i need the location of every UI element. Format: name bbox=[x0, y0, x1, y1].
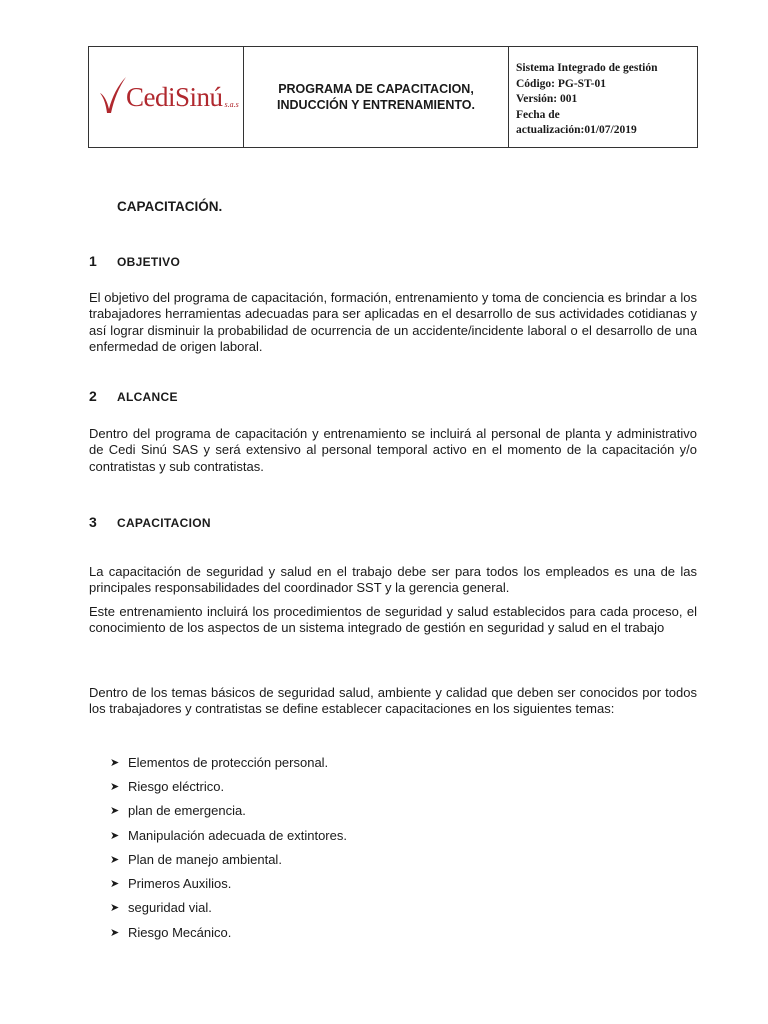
document-metadata bbox=[509, 47, 697, 147]
document-header bbox=[88, 46, 698, 148]
header-title-line-2: INDUCCIÓN Y ENTRENAMIENTO. bbox=[277, 98, 475, 112]
list-item-text: Elementos de protección personal. bbox=[128, 754, 329, 770]
paragraph-objetivo: El objetivo del programa de capacitación, formación, entrenamiento y toma de conciencia es brindar a los trabajadores herramientas adecuadas para ser aplicadas en el desarrollo de sus actividades cotidianas y así lograr disminuir la probabilidad de ocurrencia de un accidente/incidente laboral o el desarrollo de una enfermedad de origen laboral. bbox=[89, 290, 697, 354]
meta-date-value: actualización:01/07/2019 bbox=[516, 124, 637, 136]
header-title-line-1: PROGRAMA DE CAPACITACION, bbox=[278, 82, 474, 96]
check-mark-logo-icon bbox=[98, 75, 128, 115]
section-number: 2 bbox=[89, 388, 97, 404]
meta-date-label: Fecha de bbox=[516, 108, 560, 121]
list-item-text: Manipulación adecuada de extintores. bbox=[128, 827, 347, 843]
arrow-bullet-icon: ➤ bbox=[110, 780, 120, 793]
list-item-text: Primeros Auxilios. bbox=[128, 876, 232, 892]
meta-version: Versión: 001 bbox=[516, 93, 578, 105]
list-item-text: Riesgo Mecánico. bbox=[128, 924, 232, 940]
arrow-bullet-icon: ➤ bbox=[110, 829, 120, 842]
section-heading-objetivo bbox=[89, 253, 180, 269]
logo-suffix: s.a.s bbox=[224, 100, 239, 109]
meta-code: Código: PG-ST-01 bbox=[516, 77, 606, 90]
section-number: 1 bbox=[89, 253, 97, 269]
list-item bbox=[110, 847, 347, 871]
section-heading-capacitacion bbox=[89, 514, 211, 530]
logo-text: CediSinú bbox=[126, 82, 223, 112]
arrow-bullet-icon: ➤ bbox=[110, 878, 120, 891]
logo-cell bbox=[89, 47, 244, 147]
list-item bbox=[110, 750, 347, 774]
arrow-bullet-icon: ➤ bbox=[110, 926, 120, 939]
topics-list bbox=[110, 750, 347, 944]
paragraph-alcance: Dentro del programa de capacitación y entrenamiento se incluirá al personal de planta y administrativo de Cedi Sinú SAS y será extensivo al personal temporal activo en el momento de la capacitación y/o contratistas y sub contratistas. bbox=[89, 426, 697, 474]
list-item bbox=[110, 896, 347, 920]
list-item bbox=[110, 871, 347, 895]
paragraph-capacitacion-3: Dentro de los temas básicos de seguridad salud, ambiente y calidad que deben ser conocidos por todos los trabajadores y contratistas se define establecer capacitaciones en los siguientes temas: bbox=[89, 685, 697, 717]
arrow-bullet-icon: ➤ bbox=[110, 756, 120, 769]
list-item bbox=[110, 799, 347, 823]
list-item bbox=[110, 774, 347, 798]
list-item-text: Plan de manejo ambiental. bbox=[128, 851, 282, 867]
header-title bbox=[244, 47, 509, 147]
section-number: 3 bbox=[89, 514, 97, 530]
arrow-bullet-icon: ➤ bbox=[110, 902, 120, 915]
list-item bbox=[110, 823, 347, 847]
arrow-bullet-icon: ➤ bbox=[110, 853, 120, 866]
section-title: OBJETIVO bbox=[117, 255, 181, 269]
list-item bbox=[110, 920, 347, 944]
arrow-bullet-icon: ➤ bbox=[110, 805, 120, 818]
section-title: CAPACITACION bbox=[117, 516, 211, 530]
paragraph-capacitacion-2: Este entrenamiento incluirá los procedimientos de seguridad y salud establecidos para cada proceso, el conocimiento de los aspectos de un sistema integrado de gestión en seguridad y salud en el trabajo bbox=[89, 604, 697, 636]
section-heading-alcance bbox=[89, 388, 178, 404]
company-logo bbox=[98, 75, 239, 115]
list-item-text: Riesgo eléctrico. bbox=[128, 778, 225, 794]
list-item-text: plan de emergencia. bbox=[128, 803, 246, 819]
section-title: ALCANCE bbox=[117, 390, 178, 404]
page-title: CAPACITACIÓN. bbox=[117, 199, 223, 214]
meta-system: Sistema Integrado de gestión bbox=[516, 62, 658, 74]
paragraph-capacitacion-1: La capacitación de seguridad y salud en el trabajo debe ser para todos los empleados es una de las principales responsabilidades del coordinador SST y la gerencia general. bbox=[89, 564, 697, 596]
list-item-text: seguridad vial. bbox=[128, 900, 212, 916]
